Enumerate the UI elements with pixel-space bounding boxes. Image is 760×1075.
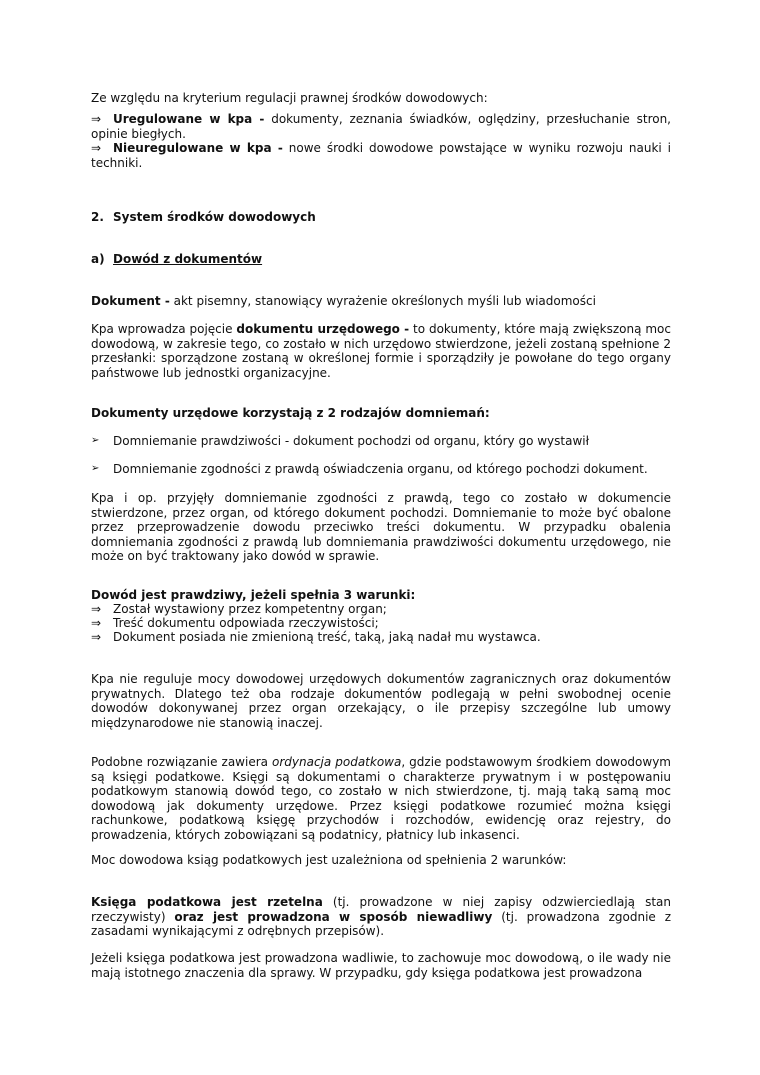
reliable-book-paragraph <box>91 895 671 939</box>
reliable-text: (tj. prowadzone w niej zapisy odzwierciedlają stan rzeczywisty) <box>91 895 671 924</box>
ordinance-pre: Podobne rozwiązanie zawiera <box>91 755 272 769</box>
ordinance-post: , gdzie podstawowym środkiem dowodowym są księgi podatkowe. Księgi są dokumentami o charakterze prywatnym i w postępowaniu podatkowym stanowią dowód tego, co zostało w nich stwierdzone, tj. mają taką samą moc dowodową jak dokumenty urzędowe. Przez księgi podatkowe rozumieć można księgi rachunkowe, podatkową księgę przychodów i rozchodów, ewidencję oraz rejestry, do prowadzenia, których zobowiązani są podatnicy, płatnicy lub inkasenci. <box>91 755 671 842</box>
condition-item <box>91 616 671 631</box>
bullet-arrow-icon: ➢ <box>91 435 100 446</box>
section-title: Dowód z dokumentów <box>113 252 263 266</box>
tax-books-power-paragraph: Moc dowodowa ksiąg podatkowych jest uzależniona od spełnienia 2 warunków: <box>91 853 567 867</box>
definition-text: akt pisemny, stanowiący wyrażenie określonych myśli lub wiadomości <box>169 294 596 308</box>
section-a-heading <box>91 252 671 267</box>
ordinance-italic: ordynacja podatkowa <box>272 755 402 769</box>
kpa-post: to dokumenty, które mają zwiększoną moc dowodową, w zakresie tego, co zostało w nich urzędowo stwierdzone, jeżeli zostaną spełnione 2 przesłanki: sporządzone zostaną w określonej formie i sporządziły je powołane do tego organy państwowe lub jednostki organizacyjne. <box>91 322 671 380</box>
section-number: a) <box>91 252 105 266</box>
regulated-text: dokumenty, zeznania świadków, oględziny, przesłuchanie stron, opinie biegłych. <box>91 112 671 141</box>
condition-text: Treść dokumentu odpowiada rzeczywistości; <box>113 616 379 630</box>
presumption-text: Domniemanie zgodności z prawdą oświadczenia organu, od którego pochodzi dokument. <box>113 462 648 476</box>
unregulated-text: nowe środki dowodowe powstające w wyniku rozwoju nauki i techniki. <box>91 141 671 170</box>
conditions-heading: Dowód jest prawdziwy, jeżeli spełnia 3 warunki: <box>91 588 416 602</box>
unregulated-item <box>91 141 671 170</box>
dokument-definition <box>91 294 671 309</box>
bullet-arrow-icon: ➢ <box>91 463 100 474</box>
arrow-icon: ⇒ <box>91 616 102 630</box>
presumption-item <box>91 462 671 477</box>
kpa-op-paragraph: Kpa i op. przyjęły domniemanie zgodności z prawdą, tego co zostało w dokumencie stwierdzone, przez organ, od którego dokument pochodzi. Domniemanie to może być obalone przez przeprowadzenie dowodu przeciwko treści dokumentu. W przypadku obalenia domniemania zgodności z prawdą lub domniemania prawdziwości dokumentu urzędowego, nie może on być traktowany jako dowód w sprawie. <box>91 491 671 563</box>
section-number: 2. <box>91 210 104 224</box>
unregulated-label: Nieuregulowane w kpa - <box>113 141 283 155</box>
condition-text: Dokument posiada nie zmienioną treść, taką, jaką nadał mu wystawca. <box>113 630 541 644</box>
presumption-text: Domniemanie prawdziwości - dokument pochodzi od organu, który go wystawił <box>113 434 590 448</box>
faulty-book-paragraph: Jeżeli księga podatkowa jest prowadzona wadliwie, to zachowuje moc dowodową, o ile wady nie mają istotnego znaczenia dla sprawy. W przypadku, gdy księga podatkowa jest prowadzona <box>91 951 671 980</box>
arrow-icon: ⇒ <box>91 602 102 616</box>
arrow-icon: ⇒ <box>91 630 102 644</box>
presumptions-heading: Dokumenty urzędowe korzystają z 2 rodzajów domniemań: <box>91 406 490 420</box>
presumption-item <box>91 434 671 449</box>
condition-item <box>91 630 671 645</box>
evidence-power-paragraph: Kpa nie reguluje mocy dowodowej urzędowych dokumentów zagranicznych oraz dokumentów prywatnych. Dlatego też oba rodzaje dokumentów podlegają w pełni swobodnej ocenie dowodów dokonywanej przez organ orzekający, o ile przepisy szczególne lub umowy międzynarodowe nie stanowią inaczej. <box>91 672 671 730</box>
regulated-label: Uregulowane w kpa - <box>113 112 265 126</box>
condition-item <box>91 602 671 617</box>
flawless-text: (tj. prowadzona zgodnie z zasadami wynikającymi z odrębnych przepisów). <box>91 909 671 938</box>
flawless-bold: oraz jest prowadzona w sposób niewadliwy <box>174 909 493 924</box>
section-title: System środków dowodowych <box>113 210 316 224</box>
reliable-bold: Księga podatkowa jest rzetelna <box>91 895 323 909</box>
intro-paragraph: Ze względu na kryterium regulacji prawnej środków dowodowych: <box>91 91 488 105</box>
kpa-term: dokumentu urzędowego - <box>236 322 410 336</box>
tax-ordinance-paragraph <box>91 755 671 842</box>
arrow-icon: ⇒ <box>91 112 102 126</box>
condition-text: Został wystawiony przez kompetentny organ; <box>113 602 387 616</box>
regulated-item <box>91 112 671 141</box>
section-2-heading <box>91 210 671 225</box>
kpa-pre: Kpa wprowadza pojęcie <box>91 322 237 336</box>
arrow-icon: ⇒ <box>91 141 102 155</box>
term-label: Dokument - <box>91 294 170 308</box>
kpa-paragraph <box>91 322 671 380</box>
